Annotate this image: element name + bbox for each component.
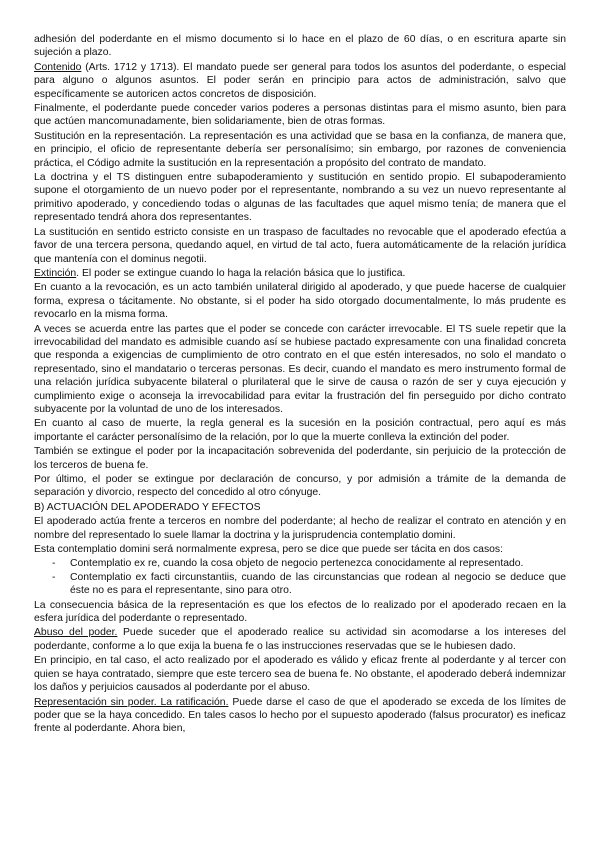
term-contenido: Contenido [34,61,82,73]
dash-bullet-icon: - [52,571,56,583]
term-abuso: Abuso del poder. [34,627,118,639]
paragraph-contemplatio: El apoderado actúa frente a terceros en nombre del poderdante; al hecho de realizar el contrato en atención y en nombre del representado lo suele llamar la doctrina y la jurisprudencia contemplatio domini. [34,516,566,541]
paragraph-sustitucion: Sustitución en la representación. La representación es una actividad que se basa en la confianza, de manera que, en principio, el oficio de representante debería ser personalísimo; sin embargo, por razones de conveniencia práctica, el Código admite la sustitución en la representación a propósito del contrato de mandato. [34,130,566,169]
paragraph-irrevocable: A veces se acuerda entre las partes que el poder se concede con carácter irrevocable. El TS suele repetir que la irrevocabilidad del mandato es admisible cuando así se hubiese pactado expresamente con una finalidad concreta que responda a exigencias de cumplimiento de otro contrato en el que estén interesados, no solo el mandato o representado, sino el mandatario o terceras personas. Es decir, cuando el mandato es mero instrumento formal de una relación jurídica subyacente bilateral o plurilateral que le sirve de causa o razón de ser y cuya ejecución y cumplimiento exige o aconseja la irrevocabilidad para evitar la frustración del fin perseguido por dicho contrato subyacente por la voluntad de uno de los interesados. [34,323,566,415]
paragraph-varios-poderes: Finalmente, el poderdante puede conceder varios poderes a personas distintas para el mismo asunto, bien para que actúen mancomunadamente, bien solidariamente, bien de otras formas. [34,103,566,128]
list-item: - Contemplatio ex re, cuando la cosa objeto de negocio pertenezca conocidamente al representado. [52,558,524,570]
bullet-list [34,557,566,597]
paragraph-consecuencia: La consecuencia básica de la representación es que los efectos de lo realizado por el apoderado recaen en la esfera jurídica del poderdante o representado. [34,599,566,625]
paragraph-contenido: Contenido (Arts. 1712 y 1713). El mandato puede ser general para todos los asuntos del poderdante, o especial para alguno o algunos asuntos. El poder serán en principio para actos de administración, salvo que específicamente se autoricen actos concretos de disposición. [34,61,566,100]
paragraph-contemplatio-tacita: Esta contemplatio domini será normalmente expresa, pero se dice que puede ser tácita en dos casos: [34,544,503,556]
term-extincion: Extinción [34,267,77,279]
paragraph-revocacion: En cuanto a la revocación, es un acto también unilateral dirigido al apoderado, y que puede hacerse de cualquier forma, expresa o tácitamente. No obstante, si el poder ha sido otorgado documentalmente, lo más prudente es revocarlo en la misma forma. [34,282,566,321]
paragraph-muerte: En cuanto al caso de muerte, la regla general es la sucesión en la posición contractual, pero aquí es más importante el carácter personalísimo de la relación, por lo que la muerte conlleva la extinción del poder. [34,418,566,443]
section-heading-b: B) ACTUACIÓN DEL APODERADO Y EFECTOS [34,501,261,513]
term-ratificacion: Representación sin poder. La ratificación. [34,696,229,708]
paragraph-representacion-sin-poder: Representación sin poder. La ratificación. Puede darse el caso de que el apoderado se exceda de los límites de poder que se la haya concedido. En tales casos lo hecho por el supuesto apoderado (falsus procurator) es ineficaz frente al poderdante. Ahora bien, [34,696,567,735]
list-item: - Contemplatio ex facti circunstantiis, cuando de las circunstancias que rodean al negocio se deduce que éste no es para el representante, sino para otro. [52,571,566,597]
paragraph-abuso: Abuso del poder. Puede suceder que el apoderado realice su actividad sin acomodarse a los intereses del poderdante, conforme a lo que exija la buena fe o las instrucciones reservadas que se le hubiesen dado. [34,627,566,652]
paragraph-sustitucion-estricta: La sustitución en sentido estricto consiste en un traspaso de facultades no revocable que el apoderado efectúa a favor de una tercera persona, quedando aquel, en virtud de tal acto, fuera automáticamente de la relación jurídica que mantenía con el dominus negotii. [34,226,566,265]
paragraph-subapoderamiento: La doctrina y el TS distinguen entre subapoderamiento y sustitución en sentido propio. El subapoderamiento supone el otorgamiento de un nuevo poder por el representante, nombrando a su vez un nuevo representante al primitivo apoderado, y concediendo todas o algunas de las facultades que aquel mismo tenía; de manera que el representado tendrá ahora dos representantes. [34,172,566,224]
paragraph-extincion: Extinción. El poder se extingue cuando lo haga la relación básica que lo justifica. [34,267,406,279]
paragraph-incapacitacion: También se extingue el poder por la incapacitación sobrevenida del poderdante, sin perjuicio de la protección de los terceros de buena fe. [34,446,566,471]
paragraph-concurso: Por último, el poder se extingue por declaración de concurso, y por admisión a trámite de la demanda de separación y divorcio, respecto del concedido al otro cónyuge. [34,474,566,499]
paragraph-adhesion: adhesión del poderdante en el mismo documento si lo hace en el plazo de 60 días, o en escritura aparte sin sujeción a plazo. [34,34,566,59]
dash-bullet-icon: - [52,558,56,570]
paragraph-acto-valido: En principio, en tal caso, el acto realizado por el apoderado es válido y eficaz frente al poderdante y al tercer con quien se haya contratado, siempre que este tercero sea de buena fe. No obstante, el apoderado deberá indemnizar los daños y perjuicios causados al poderdante por el abuso. [34,655,567,694]
